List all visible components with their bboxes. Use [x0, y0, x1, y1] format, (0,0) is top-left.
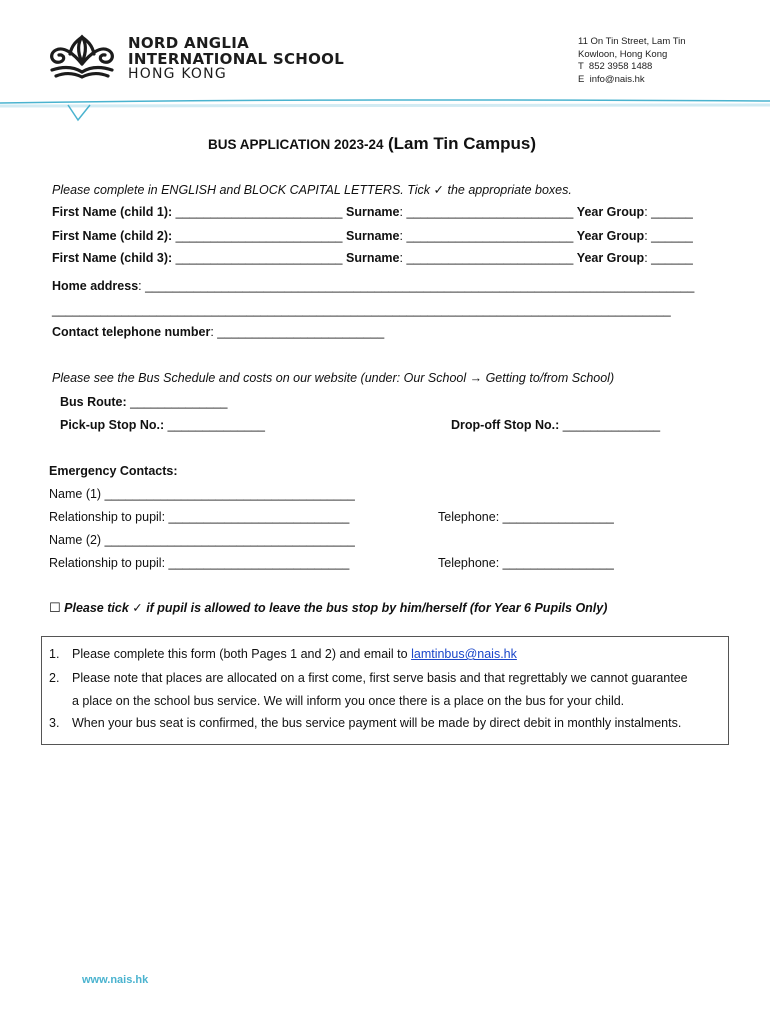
surname-label: Surname — [346, 229, 400, 243]
note-1-number: 1. — [49, 647, 60, 661]
form-title-campus: (Lam Tin Campus) — [388, 134, 536, 153]
emergency-name-1-row — [49, 487, 355, 501]
email-link[interactable]: lamtinbus@nais.hk — [411, 647, 517, 661]
note-1-text-row — [72, 647, 517, 661]
child-row-1: First Name (child 1): ________________________ Surname: ________________________ Year Group: ______ — [52, 205, 693, 219]
first-name-field[interactable]: ________________________ — [175, 229, 343, 243]
bus-route-label: Bus Route: — [60, 395, 127, 409]
surname-field[interactable]: ________________________ — [406, 205, 574, 219]
address-line-2: Kowloon, Hong Kong — [578, 48, 668, 60]
first-name-label: First Name (child 1): — [52, 205, 173, 219]
logo-line-1: NORD ANGLIA — [128, 34, 250, 52]
instructions-text: Please complete in ENGLISH and BLOCK CAPITAL LETTERS. Tick ✓ the appropriate boxes. — [52, 183, 572, 197]
pickup-row — [60, 418, 265, 432]
telephone-label: Telephone: — [438, 556, 500, 570]
bus-route-field[interactable]: ______________ — [130, 395, 228, 409]
tick-line — [49, 600, 607, 616]
emergency-name-1-label: Name (1) — [49, 487, 102, 501]
emergency-telephone-1-row — [438, 510, 614, 524]
emergency-name-2-row — [49, 533, 355, 547]
emergency-relationship-2-row — [49, 556, 349, 570]
surname-field[interactable]: ________________________ — [406, 251, 574, 265]
note-1-text: Please complete this form (both Pages 1 and 2) and email to — [72, 647, 408, 661]
dropoff-label: Drop-off Stop No.: — [451, 418, 560, 432]
first-name-label: First Name (child 3): — [52, 251, 173, 265]
telephone-label: Telephone: — [438, 510, 500, 524]
address-line-1: 11 On Tin Street, Lam Tin — [578, 36, 686, 47]
header-divider — [0, 96, 770, 126]
emergency-relationship-1-row — [49, 510, 349, 524]
pickup-label: Pick-up Stop No.: — [60, 418, 165, 432]
pickup-field[interactable]: ______________ — [167, 418, 265, 432]
dropoff-field[interactable]: ______________ — [562, 418, 661, 432]
footer-website[interactable]: www.nais.hk — [82, 974, 149, 986]
dropoff-row — [451, 418, 660, 432]
logo-line-2: INTERNATIONAL SCHOOL — [128, 50, 345, 68]
emergency-name-1-field[interactable]: ____________________________________ — [104, 487, 355, 501]
emergency-telephone-2-row — [438, 556, 614, 570]
emergency-name-2-field[interactable]: ____________________________________ — [104, 533, 355, 547]
bus-route-row — [60, 395, 227, 409]
first-name-field[interactable]: ________________________ — [175, 205, 343, 219]
year-group-field[interactable]: ______ — [651, 205, 693, 219]
first-name-field[interactable]: ________________________ — [175, 251, 343, 265]
tick-line-text: Please tick ✓ if pupil is allowed to leave the bus stop by him/herself (for Year 6 Pupils Only) — [64, 601, 608, 615]
contact-phone-row: Contact telephone number: ________________________ — [52, 325, 385, 339]
address-email: E info@nais.hk — [578, 73, 645, 85]
child-row-3: First Name (child 3): ________________________ Surname: ________________________ Year Group: ______ — [52, 251, 693, 265]
note-3-number: 3. — [49, 716, 60, 730]
child-row-2: First Name (child 2): ________________________ Surname: ________________________ Year Group: ______ — [52, 229, 693, 243]
home-address-field[interactable]: _______________________________________________________________________________ — [145, 279, 695, 293]
telephone-1-field[interactable]: ________________ — [502, 510, 614, 524]
year-group-label: Year Group — [576, 251, 645, 265]
bus-schedule-note: Please see the Bus Schedule and costs on our website (under: Our School → Getting to/from School) — [52, 371, 615, 385]
surname-label: Surname — [346, 251, 400, 265]
year-group-label: Year Group — [576, 205, 645, 219]
surname-field[interactable]: ________________________ — [406, 229, 574, 243]
relationship-label: Relationship to pupil: — [49, 510, 166, 524]
form-title-main: BUS APPLICATION 2023-24 — [208, 137, 384, 152]
contact-phone-label: Contact telephone number — [52, 325, 211, 339]
relationship-label: Relationship to pupil: — [49, 556, 166, 570]
note-2-line-2: a place on the school bus service. We will inform you once there is a place on the bus for your child. — [72, 694, 625, 708]
relationship-1-field[interactable]: __________________________ — [168, 510, 350, 524]
note-2-line-1: Please note that places are allocated on a first come, first serve basis and that regrettably we cannot guarantee — [72, 671, 688, 685]
first-name-label: First Name (child 2): — [52, 229, 173, 243]
home-address-line-2[interactable]: _________________________________________________________________________________________ — [52, 303, 671, 317]
school-crest-icon — [44, 34, 120, 80]
emergency-name-2-label: Name (2) — [49, 533, 102, 547]
form-title — [208, 134, 536, 154]
year-group-field[interactable]: ______ — [651, 251, 693, 265]
emergency-heading: Emergency Contacts: — [49, 464, 178, 478]
address-phone: T 852 3958 1488 — [578, 61, 653, 72]
tick-checkbox[interactable]: ☐ — [49, 600, 61, 615]
year-group-field[interactable]: ______ — [651, 229, 693, 243]
home-address-label: Home address — [52, 279, 139, 293]
relationship-2-field[interactable]: __________________________ — [168, 556, 350, 570]
home-address-row: Home address: _______________________________________________________________________________ — [52, 279, 695, 293]
note-1 — [49, 647, 59, 661]
note-3-text: When your bus seat is confirmed, the bus service payment will be made by direct debit in monthly instalments. — [72, 716, 682, 730]
logo-line-3: HONG KONG — [128, 66, 227, 82]
contact-phone-field[interactable]: ________________________ — [217, 325, 385, 339]
note-2-number: 2. — [49, 671, 60, 685]
surname-label: Surname — [346, 205, 400, 219]
year-group-label: Year Group — [576, 229, 645, 243]
telephone-2-field[interactable]: ________________ — [502, 556, 614, 570]
